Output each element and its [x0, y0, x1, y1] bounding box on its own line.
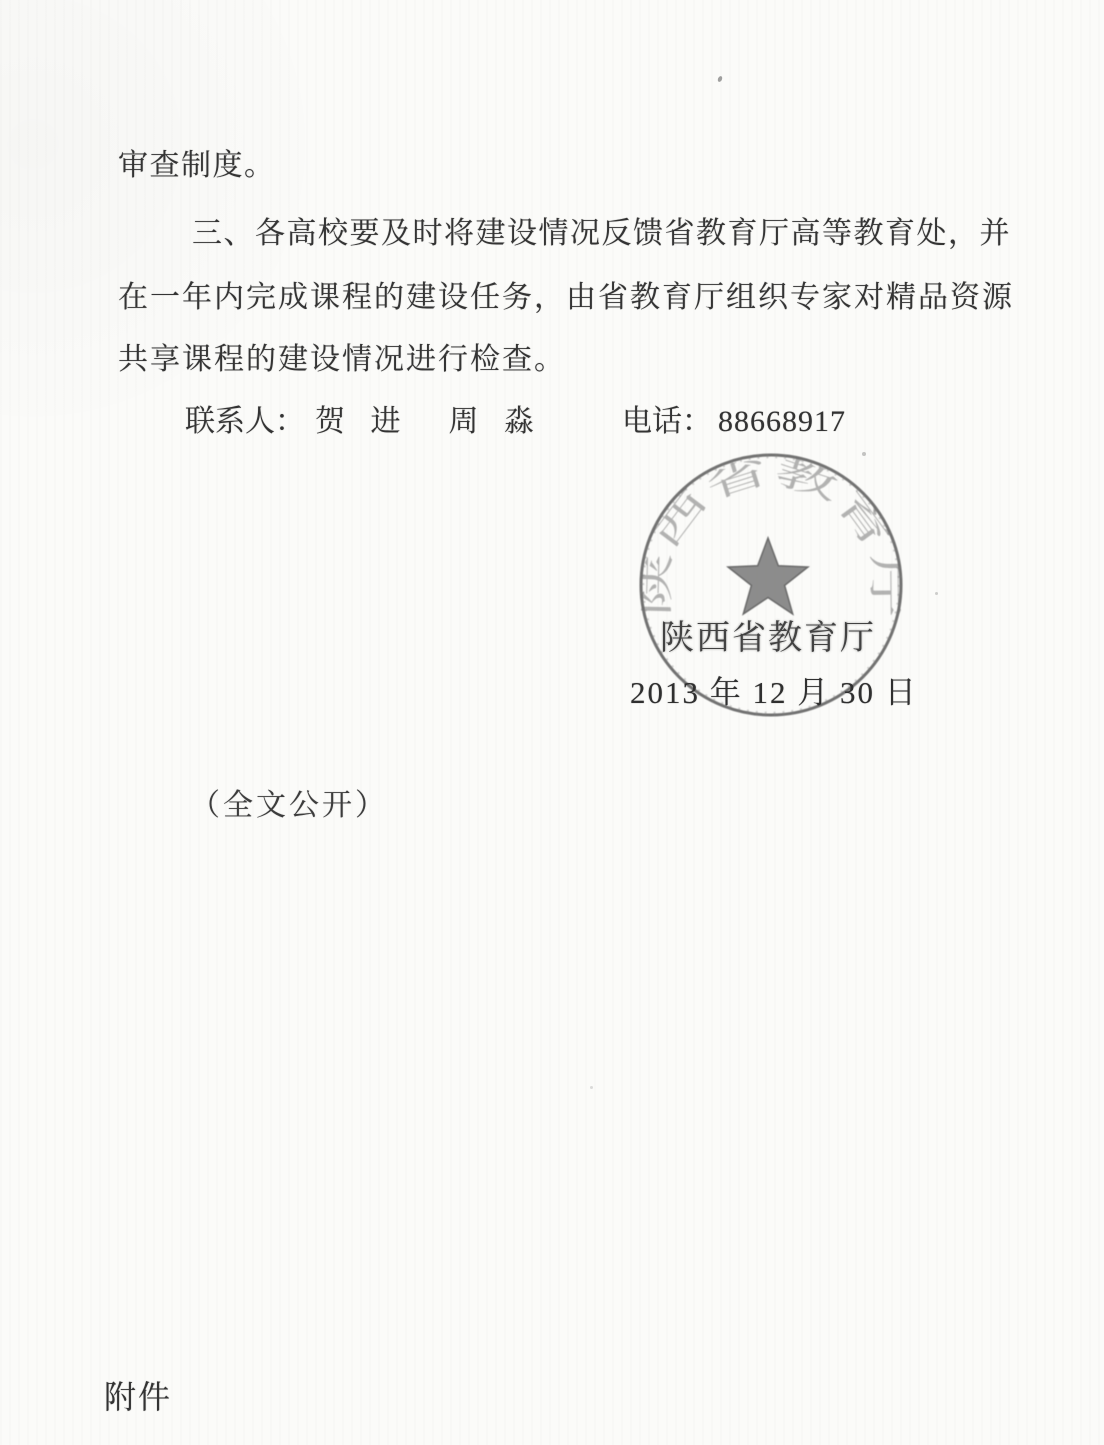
body-line-2: 三、各高校要及时将建设情况反馈省教育厅高等教育处，并 [192, 217, 1011, 250]
scan-speck [935, 592, 938, 595]
contact-label: 联系人： [185, 405, 305, 438]
phone-number: 88668917 [718, 405, 846, 438]
contact-names: 贺 进 周 淼 [315, 405, 543, 438]
phone-label: 电话： [622, 405, 712, 438]
issuing-authority-name: 陕西省教育厅 [660, 620, 876, 657]
issue-date: 2013 年 12 月 30 日 [630, 675, 918, 710]
star-icon [728, 538, 808, 614]
seal-arc-text: 陕西省教育厅 [639, 453, 903, 617]
scan-speck [590, 1086, 593, 1089]
contact-line [185, 396, 543, 440]
body-line-3: 在一年内完成课程的建设任务，由省教育厅组织专家对精品资源 [118, 281, 1014, 314]
scan-speck [717, 75, 723, 82]
body-line-1: 审查制度。 [118, 149, 276, 182]
phone-line [622, 396, 846, 440]
body-line-4: 共享课程的建设情况进行检查。 [118, 343, 566, 376]
publicity-note: （全文公开） [190, 789, 388, 822]
attachment-label: 附件 [104, 1379, 173, 1415]
